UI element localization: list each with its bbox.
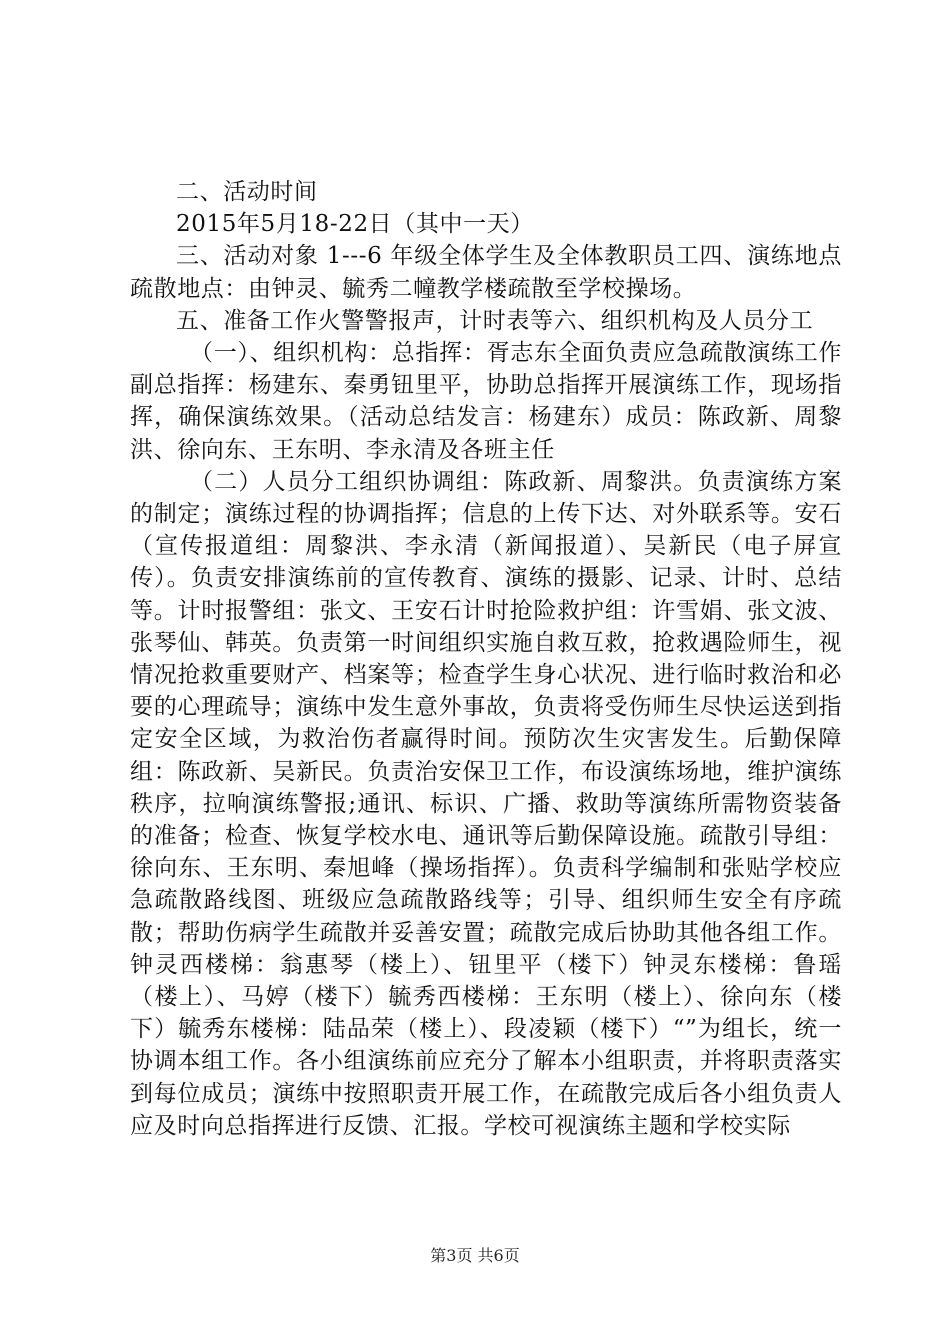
page-number-footer: 第3页 共6页: [430, 1246, 520, 1265]
paragraph-staff-roles: （二）人员分工组织协调组：陈政新、周黎洪。负责演练方案的制定；演练过程的协调指挥；信息的上传下达、对外联系等。安石（宣传报道组：周黎洪、李永清（新闻报道）、吴新民（电子屏宣传）。负责安排演练前的宣传教育、演练的摄影、记录、计时、总结等。计时报警组：张文、王安石计时抢险救护组：许雪娟、张文波、张琴仙、韩英。负责第一时间组织实施自救互救，抢救遇险师生，视情况抢救重要财产、档案等；检查学生身心状况、进行临时救治和必要的心理疏导；演练中发生意外事故，负责将受伤师生尽快运送到指定安全区域，为救治伤者赢得时间。预防次生灾害发生。后勤保障组：陈政新、吴新民。负责治安保卫工作，布设演练场地，维护演练秩序，拉响演练警报;通讯、标识、广播、救助等演练所需物资装备的准备；检查、恢复学校水电、通讯等后勤保障设施。疏散引导组：徐向东、王东明、秦旭峰（操场指挥）。负责科学编制和张贴学校应急疏散路线图、班级应急疏散路线等；引导、组织师生安全有序疏散；帮助伤病学生疏散并妥善安置；疏散完成后协助其他各组工作。钟灵西楼梯：翁惠琴（楼上）、钮里平（楼下）钟灵东楼梯：鲁瑶（楼上）、马婷（楼下）毓秀西楼梯：王东明（楼上）、徐向东（楼下）毓秀东楼梯：陆品荣（楼上）、段凌颖（楼下）“”为组长，统一协调本组工作。各小组演练前应充分了解本小组职责，并将职责落实到每位成员；演练中按照职责开展工作，在疏散完成后各小组负责人应及时向总指挥进行反馈、汇报。学校可视演练主题和学校实际: [130, 468, 842, 1139]
paragraph-organization: （一）、组织机构：总指挥：胥志东全面负责应急疏散演练工作副总指挥：杨建东、秦勇钮里平，协助总指挥开展演练工作，现场指挥，确保演练效果。（活动总结发言：杨建东）成员：陈政新、周黎洪、徐向东、王东明、李永清及各班主任: [130, 340, 842, 463]
document-body: [130, 176, 842, 1142]
section-heading-activity-time: 二、活动时间: [176, 179, 318, 205]
paragraph-preparation: 五、准备工作火警警报声，计时表等六、组织机构及人员分工: [176, 307, 814, 334]
paragraph-target-and-location: 三、活动对象 1---6 年级全体学生及全体教职员工四、演练地点疏散地点：由钟灵、毓秀二幢教学楼疏散至学校操场。: [130, 243, 842, 302]
activity-date: 2015年5月18-22日（其中一天）: [176, 211, 534, 238]
